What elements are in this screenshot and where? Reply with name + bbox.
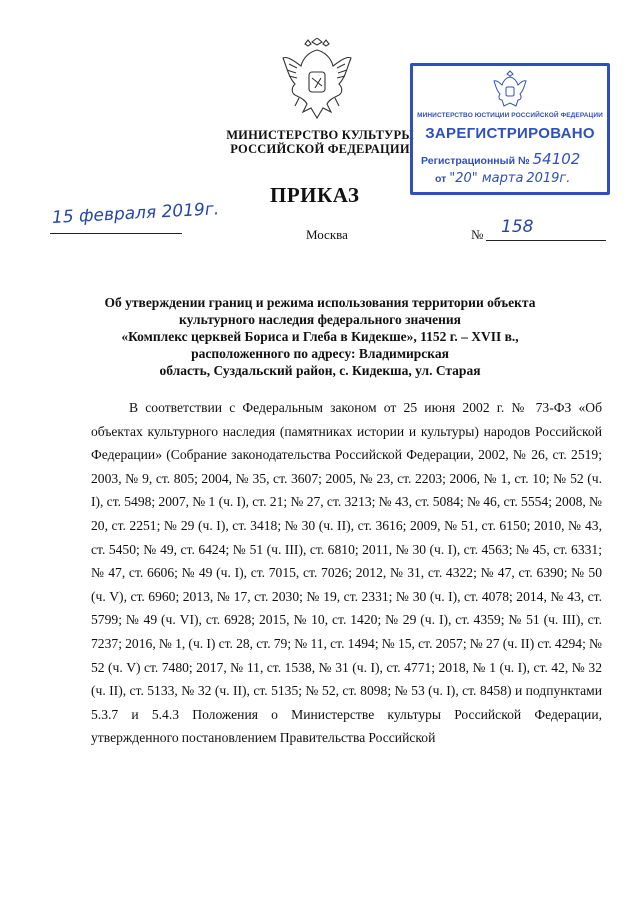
- stamp-reg-label: Регистрационный №: [421, 155, 530, 167]
- coat-of-arms-icon: [281, 38, 353, 124]
- ministry-line-1: МИНИСТЕРСТВО КУЛЬТУРЫ: [226, 128, 414, 142]
- number-sign: №: [471, 227, 484, 242]
- heading-line-2: культурного наследия федерального значения: [179, 312, 461, 327]
- number-underline: [486, 240, 606, 241]
- handwritten-number: 158: [501, 217, 534, 237]
- ministry-name: [216, 128, 424, 156]
- city-label: Москва: [306, 227, 348, 242]
- stamp-ministry: МИНИСТЕРСТВО ЮСТИЦИИ РОССИЙСКОЙ ФЕДЕРАЦИИ: [417, 112, 603, 119]
- registration-stamp: [410, 63, 610, 195]
- stamp-reg-number: 54102: [532, 150, 581, 168]
- stamp-reg-date: "20" марта: [449, 171, 524, 186]
- heading-line-5: область, Суздальский район, с. Кидекша, ул. Старая: [159, 363, 481, 378]
- date-underline: [50, 233, 182, 234]
- heading-line-4: расположенного по адресу: Владимирская: [191, 346, 449, 361]
- stamp-registered: ЗАРЕГИСТРИРОВАНО: [425, 125, 595, 142]
- stamp-registration-number: [421, 150, 580, 168]
- order-title: ПРИКАЗ: [270, 183, 360, 207]
- stamp-year: 2019г.: [526, 171, 571, 186]
- body-paragraph: В соответствии с Федеральным законом от 25 июня 2002 г. № 73-ФЗ «Об объектах культурного наследия (памятниках истории и культуры) народов Российской Федерации» (Собрание законодательства Российской Федерации, 2002, № 26, ст. 2519; 2003, № 9, ст. 805; 2004, № 35, ст. 3607; 2005, № 23, ст. 2203; 2006, № 1, ст. 10; № 52 (ч. I), ст. 5498; 2007, № 1 (ч. I), ст. 21; № 27, ст. 3213; № 43, ст. 5084; № 46, ст. 5554; 2008, № 20, ст. 2251; № 29 (ч. I), ст. 3418; № 30 (ч. II), ст. 3616; 2009, № 51, ст. 6150; 2010, № 43, ст. 5450; № 49, ст. 6424; № 51 (ч. III), ст. 6810; 2011, № 30 (ч. I), ст. 4563; № 45, ст. 6331; № 47, ст. 6606; № 49 (ч. I), ст. 7015, ст. 7026; 2012, № 31, ст. 4322; № 47, ст. 6390; № 50 (ч. V), ст. 6960; 2013, № 17, ст. 2030; № 19, ст. 2331; № 30 (ч. I), ст. 4078; 2014, № 43, ст. 5799; № 49 (ч. VI), ст. 6928; 2015, № 10, ст. 1420; № 29 (ч. I), ст. 4359; № 51 (ч. III), ст. 7237; 2016, № 1, (ч. I) ст. 28, ст. 79; № 11, ст. 1494; № 15, ст. 2057; № 27 (ч. II) ст. 4294; № 52 (ч. V) ст. 7480; 2017, № 11, ст. 1538, № 31 (ч. I), ст. 4771; 2018, № 1 (ч. I), ст. 42, № 32 (ч. II), ст. 5133, № 32 (ч. II), ст. 5135; № 52, ст. 8098; № 53 (ч. I), ст. 8458) и подпунктами 5.3.7 и 5.4.3 Положения о Министерстве культуры Российской Федерации, утвержденного постановлением Правительства Российской: [91, 400, 603, 746]
- stamp-date: [435, 171, 570, 186]
- heading-line-3: «Комплекс церквей Бориса и Глеба в Кидекше», 1152 г. – XVII в.,: [121, 329, 519, 344]
- stamp-coat-of-arms-icon: [493, 70, 527, 110]
- heading-line-1: Об утверждении границ и режима использования территории объекта: [104, 295, 536, 310]
- handwritten-date: 15 февраля 2019г.: [51, 199, 220, 228]
- order-heading: [72, 294, 568, 379]
- stamp-from-label: от: [435, 173, 447, 185]
- ministry-line-2: РОССИЙСКОЙ ФЕДЕРАЦИИ: [230, 142, 410, 156]
